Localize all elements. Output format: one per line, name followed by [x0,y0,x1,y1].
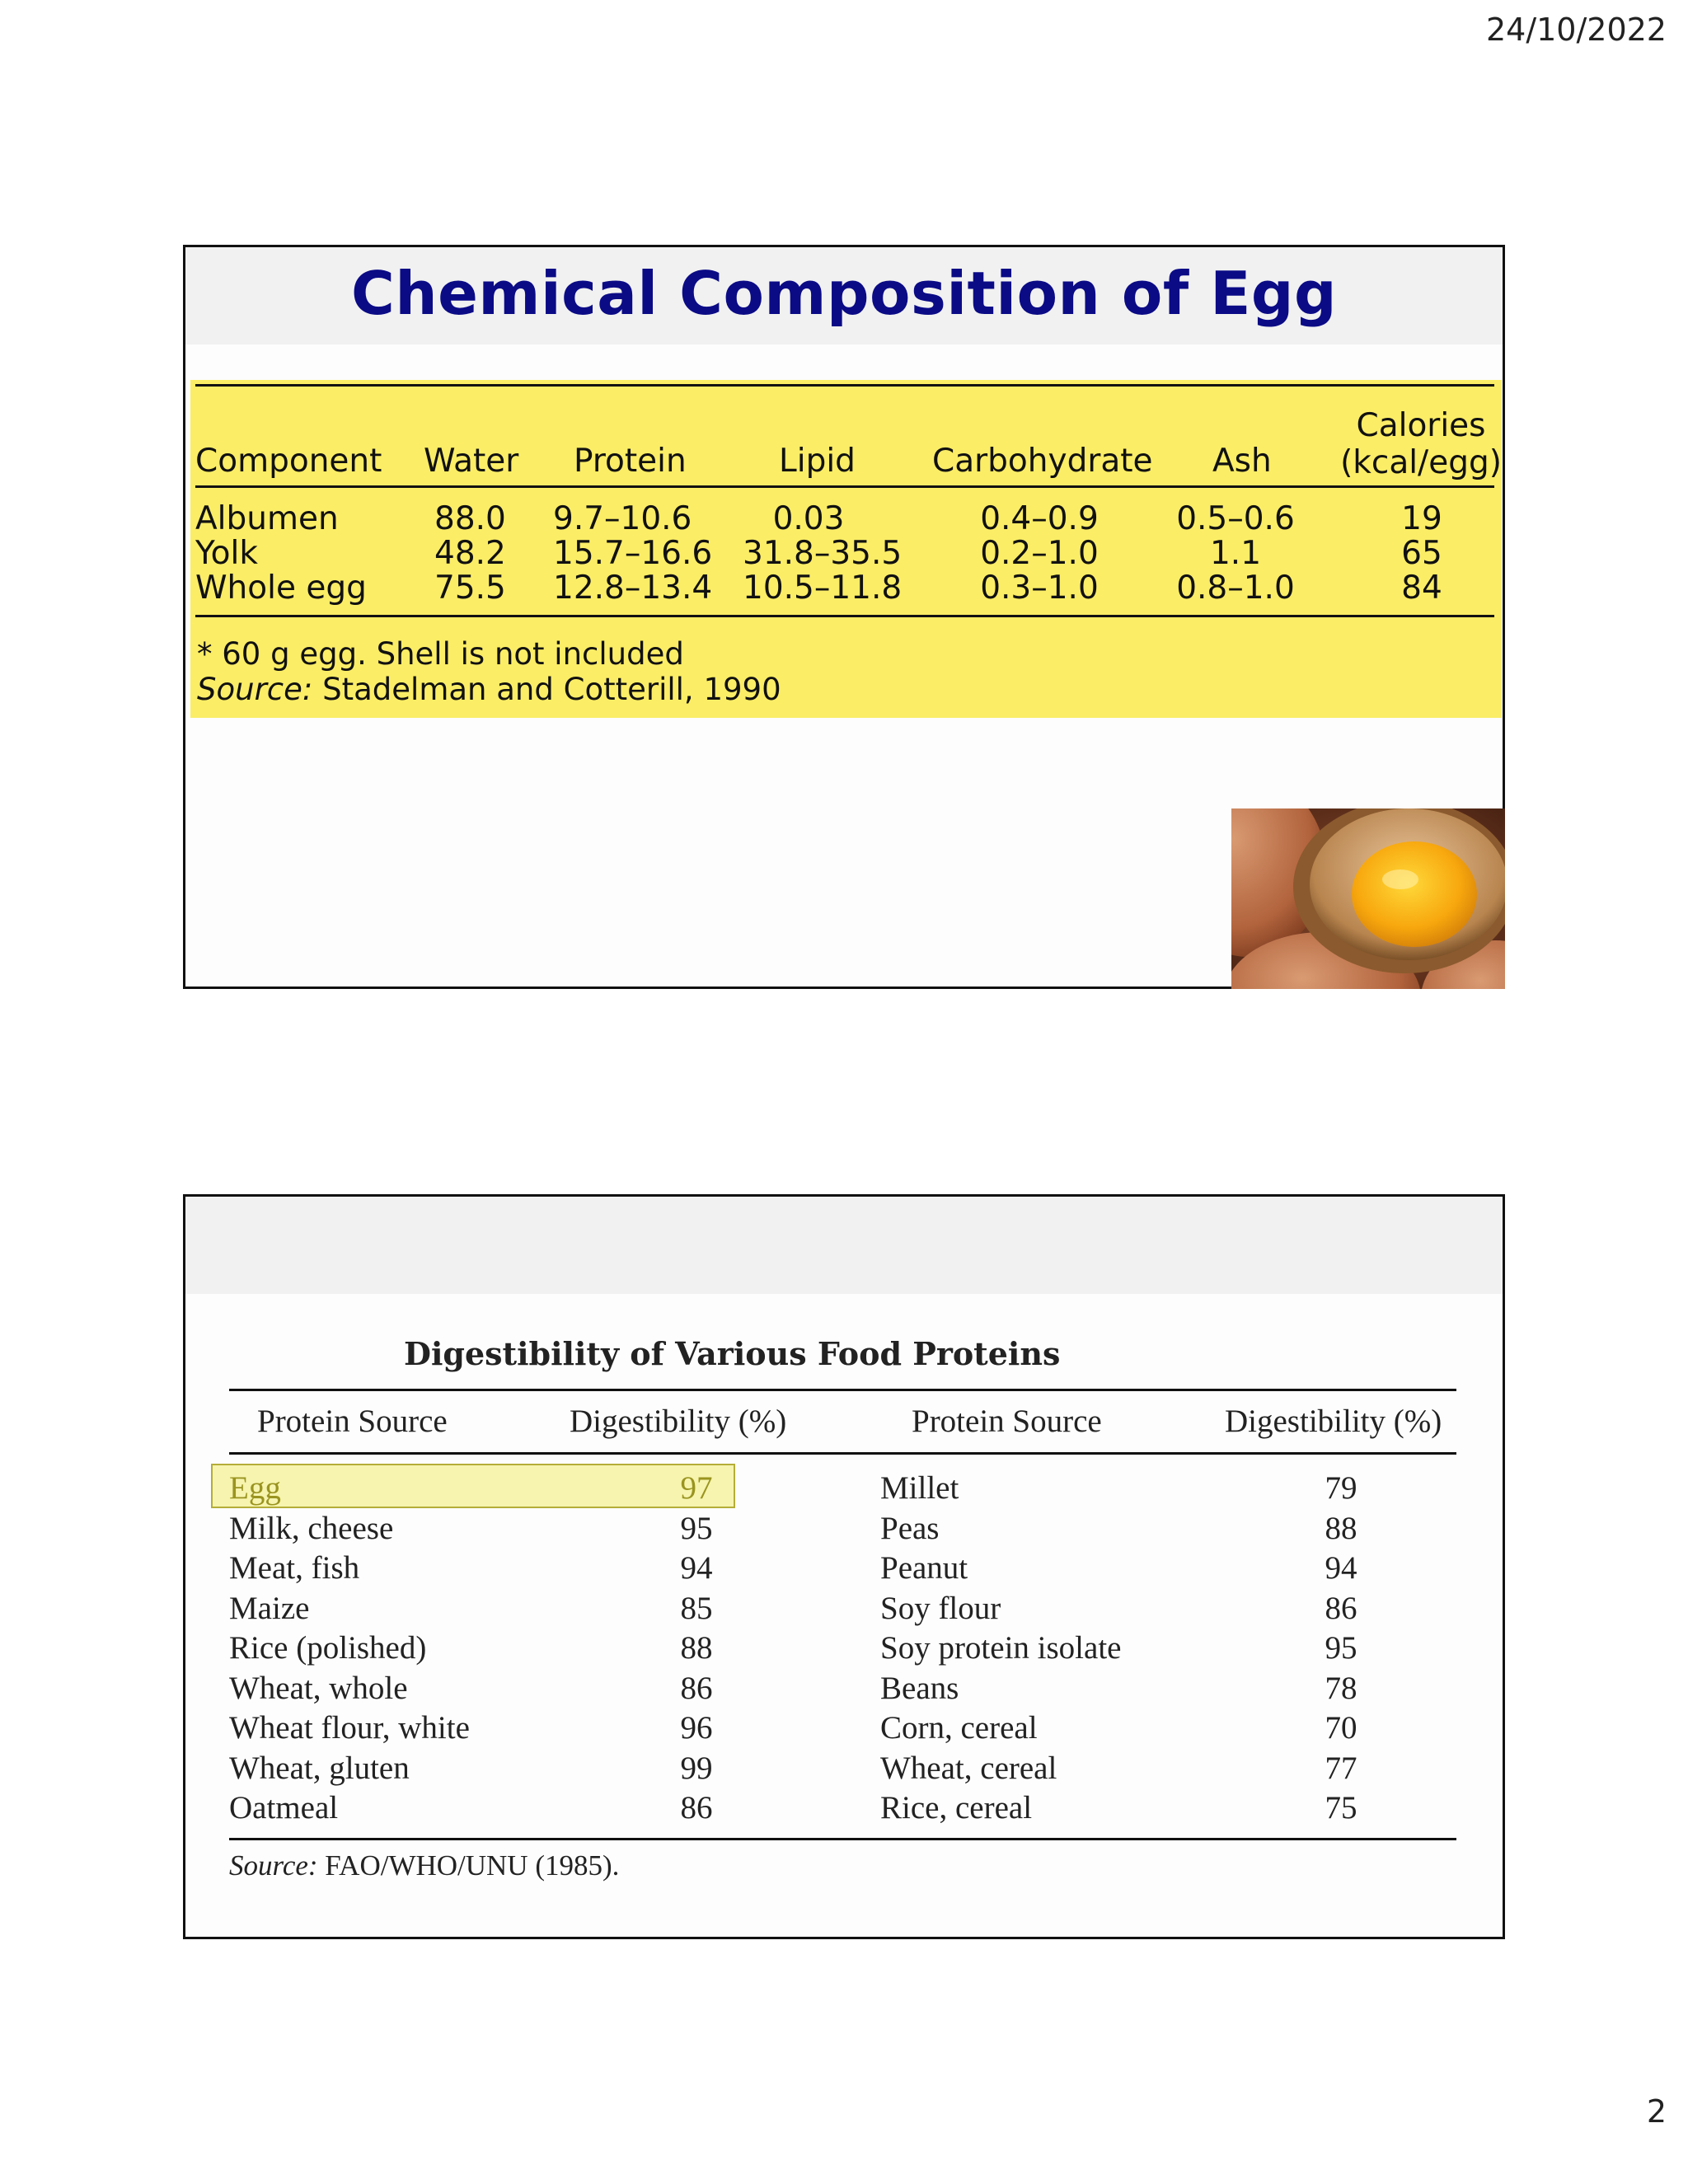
digestibility-source-right: Corn, cereal [880,1710,1038,1746]
digestibility-source-label: Source: [229,1849,318,1882]
header-rule [195,485,1494,488]
composition-cell-carbohydrate: 0.3–1.0 [980,569,1099,607]
digestibility-source-left: Wheat flour, white [229,1710,470,1746]
composition-cell-protein: 15.7–16.6 [553,535,713,572]
composition-cell-water: 88.0 [434,500,506,537]
composition-cell-water: 48.2 [434,535,506,572]
digestibility-source-text: FAO/WHO/UNU (1985). [325,1849,620,1882]
col-header-source-left: Protein Source [257,1404,448,1439]
composition-cell-lipid: 31.8–35.5 [743,535,903,572]
digestibility-source-right: Soy flour [880,1590,1001,1626]
egg-yolk-illustration [1231,808,1505,989]
digestibility-source-left: Rice (polished) [229,1630,427,1666]
composition-cell-component: Albumen [195,500,339,537]
page-number: 2 [1646,2093,1667,2130]
digestibility-value-left: 88 [680,1630,713,1666]
digestibility-title: Digestibility of Various Food Proteins [404,1335,1061,1372]
digestibility-bottom-rule [229,1838,1456,1840]
col-header-protein: Protein [574,443,687,480]
digestibility-source-right: Peas [880,1510,940,1546]
composition-cell-protein: 9.7–10.6 [553,500,692,537]
col-header-calories-line2: (kcal/egg) [1340,444,1502,481]
page-date: 24/10/2022 [1485,12,1667,48]
digestibility-value-left: 86 [680,1790,713,1825]
composition-cell-calories: 19 [1401,500,1442,537]
digestibility-value-left: 95 [680,1510,713,1546]
digestibility-source-right: Wheat, cereal [880,1750,1057,1786]
digestibility-value-right: 78 [1325,1670,1357,1706]
digestibility-value-right: 88 [1325,1510,1357,1546]
composition-cell-ash: 0.5–0.6 [1176,500,1295,537]
col-header-digestibility-right: Digestibility (%) [1225,1404,1442,1439]
col-header-calories [1334,407,1507,481]
source-text: Stadelman and Cotterill, 1990 [322,672,781,707]
digestibility-source-right: Rice, cereal [880,1790,1033,1825]
composition-cell-component: Whole egg [195,569,367,607]
table-top-rule [195,384,1494,387]
digestibility-source-left: Maize [229,1590,310,1626]
digestibility-header-rule [229,1452,1456,1455]
source-line [197,674,781,705]
composition-cell-component: Yolk [195,535,258,572]
digestibility-value-right: 79 [1325,1470,1357,1506]
digestibility-source-right: Beans [880,1670,959,1706]
digestibility-top-rule [229,1389,1456,1391]
footnote: * 60 g egg. Shell is not included [197,636,684,672]
col-header-carbohydrate: Carbohydrate [932,443,1153,480]
col-header-ash: Ash [1212,443,1272,480]
slide-digestibility [183,1194,1505,1939]
composition-cell-protein: 12.8–13.4 [553,569,713,607]
composition-cell-calories: 65 [1401,535,1442,572]
digestibility-source-left: Wheat, gluten [229,1750,410,1786]
slide-title: Chemical Composition of Egg [350,259,1337,328]
col-header-water: Water [424,443,519,480]
digestibility-value-right: 70 [1325,1710,1357,1746]
composition-table [190,380,1502,718]
composition-cell-carbohydrate: 0.2–1.0 [980,535,1099,572]
digestibility-value-right: 77 [1325,1750,1357,1786]
egg-yolk-photo [1231,808,1505,989]
digestibility-value-right: 94 [1325,1550,1357,1586]
digestibility-source [229,1849,619,1882]
digestibility-value-right: 95 [1325,1630,1357,1666]
digestibility-source-right: Millet [880,1470,959,1506]
composition-cell-ash: 0.8–1.0 [1176,569,1295,607]
digestibility-source-left: Oatmeal [229,1790,339,1825]
slide-title-bar [185,247,1503,344]
digestibility-value-left: 99 [680,1750,713,1786]
digestibility-source-left: Egg [229,1470,281,1506]
digestibility-value-left: 97 [680,1470,713,1506]
col-header-calories-line1: Calories [1356,407,1486,444]
digestibility-source-right: Peanut [880,1550,968,1586]
egg-row-highlight [211,1464,735,1508]
digestibility-source-left: Wheat, whole [229,1670,408,1706]
digestibility-source-right: Soy protein isolate [880,1630,1122,1666]
composition-cell-water: 75.5 [434,569,506,607]
col-header-source-right: Protein Source [912,1404,1102,1439]
slide-egg-composition [183,245,1505,989]
digestibility-value-left: 85 [680,1590,713,1626]
digestibility-value-left: 94 [680,1550,713,1586]
table-bottom-rule [195,615,1494,617]
digestibility-value-left: 86 [680,1670,713,1706]
composition-cell-calories: 84 [1401,569,1442,607]
digestibility-value-right: 75 [1325,1790,1357,1825]
slide-title-bar [185,1197,1503,1294]
digestibility-value-right: 86 [1325,1590,1357,1626]
composition-cell-carbohydrate: 0.4–0.9 [980,500,1099,537]
col-header-component: Component [195,443,382,480]
composition-cell-ash: 1.1 [1209,535,1262,572]
col-header-lipid: Lipid [779,443,856,480]
col-header-digestibility-left: Digestibility (%) [570,1404,787,1439]
digestibility-source-left: Meat, fish [229,1550,360,1586]
composition-cell-lipid: 0.03 [772,500,845,537]
source-label: Source: [197,672,313,707]
digestibility-value-left: 96 [680,1710,713,1746]
digestibility-source-left: Milk, cheese [229,1510,394,1546]
composition-cell-lipid: 10.5–11.8 [743,569,903,607]
